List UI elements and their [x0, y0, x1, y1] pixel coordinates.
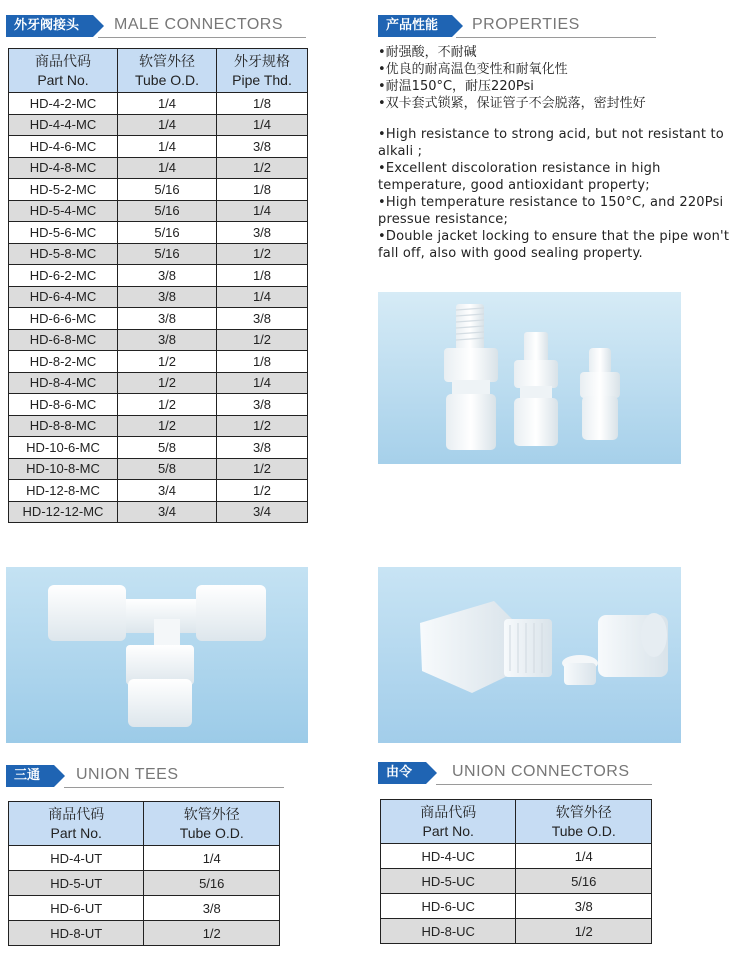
table-cell: HD-8-4-MC [9, 372, 118, 394]
table-row [9, 501, 308, 523]
property-line: •Double jacket locking to ensure that the pipe won't [378, 229, 730, 244]
table-cell: 3/8 [144, 896, 280, 921]
table-cell: 1/2 [217, 243, 308, 265]
table-cell: 1/2 [144, 921, 280, 946]
table-cell: HD-5-4-MC [9, 200, 118, 222]
table-cell: HD-8-6-MC [9, 394, 118, 416]
table-cell: 1/2 [118, 351, 217, 373]
table-cell: HD-6-2-MC [9, 265, 118, 287]
table-cell: 1/2 [118, 394, 217, 416]
table-cell: 5/16 [118, 243, 217, 265]
properties-header [378, 15, 738, 41]
union-tees-title: UNION TEES [76, 766, 179, 783]
table-row [9, 351, 308, 373]
union-connectors-title: UNION CONNECTORS [452, 763, 630, 780]
column-header-tube-od: 软管外径 Tube O.D. [516, 800, 652, 844]
union-connectors-table [380, 799, 652, 944]
table-cell: 1/2 [217, 415, 308, 437]
table-row [9, 93, 308, 115]
table-cell: HD-12-12-MC [9, 501, 118, 523]
table-cell: 1/2 [118, 415, 217, 437]
divider [436, 784, 652, 785]
table-row [9, 458, 308, 480]
properties-en-list [378, 126, 738, 262]
table-row [381, 919, 652, 944]
table-cell: 3/8 [118, 329, 217, 351]
table-cell: HD-8-2-MC [9, 351, 118, 373]
properties-title: PROPERTIES [472, 16, 580, 33]
table-cell: HD-6-4-MC [9, 286, 118, 308]
table-cell: 1/8 [217, 265, 308, 287]
table-cell: 1/8 [217, 351, 308, 373]
column-header-part-no: 商品代码 Part No. [381, 800, 516, 844]
column-header-pipe-thd: 外牙规格 Pipe Thd. [217, 49, 308, 93]
table-row [9, 222, 308, 244]
table-row [9, 921, 280, 946]
table-cell: 3/4 [217, 501, 308, 523]
table-cell: 1/2 [516, 919, 652, 944]
table-cell: 3/8 [516, 894, 652, 919]
table-cell: HD-8-UC [381, 919, 516, 944]
male-connectors-image [378, 292, 681, 464]
column-header-part-no: 商品代码 Part No. [9, 802, 144, 846]
table-row [9, 308, 308, 330]
union-connectors-header [378, 762, 678, 788]
table-cell: HD-5-2-MC [9, 179, 118, 201]
male-connectors-title: MALE CONNECTORS [114, 16, 284, 33]
property-line: •耐温150°C，耐压220Psi [378, 79, 534, 94]
table-cell: 5/8 [118, 458, 217, 480]
union-tees-tag: 三通 [6, 765, 54, 787]
table-cell: HD-5-UT [9, 871, 144, 896]
table-cell: 5/16 [118, 200, 217, 222]
table-row [9, 896, 280, 921]
table-row [9, 200, 308, 222]
table-row [9, 286, 308, 308]
property-line: temperature, good antioxidant property; [378, 178, 650, 193]
property-line: •优良的耐高温色变性和耐氧化性 [378, 62, 568, 77]
table-cell: 5/16 [144, 871, 280, 896]
table-cell: HD-10-6-MC [9, 437, 118, 459]
table-cell: 3/8 [217, 136, 308, 158]
property-line: •双卡套式锁紧，保证管子不会脱落，密封性好 [378, 96, 646, 111]
table-row [381, 894, 652, 919]
male-connectors-photo [378, 292, 681, 464]
table-cell: 1/2 [217, 157, 308, 179]
table-cell: HD-8-UT [9, 921, 144, 946]
table-cell: 1/2 [217, 458, 308, 480]
male-connectors-table [8, 48, 308, 523]
table-cell: HD-4-8-MC [9, 157, 118, 179]
table-cell: HD-4-6-MC [9, 136, 118, 158]
table-cell: HD-4-4-MC [9, 114, 118, 136]
table-cell: 3/8 [118, 308, 217, 330]
property-line: alkali ; [378, 144, 423, 159]
table-cell: HD-6-UC [381, 894, 516, 919]
table-cell: 5/8 [118, 437, 217, 459]
column-header-part-no: 商品代码 Part No. [9, 49, 118, 93]
table-cell: HD-12-8-MC [9, 480, 118, 502]
union-tee-photo [6, 567, 308, 743]
union-connectors-image [378, 567, 681, 743]
property-line: •High resistance to strong acid, but not resistant to [378, 127, 724, 142]
table-cell: 1/8 [217, 179, 308, 201]
properties-cn-list [378, 44, 738, 112]
column-header-tube-od: 软管外径 Tube O.D. [118, 49, 217, 93]
table-row [9, 136, 308, 158]
table-cell: 3/4 [118, 501, 217, 523]
union-tees-header [6, 765, 306, 791]
property-line: pressue resistance; [378, 212, 509, 227]
table-cell: HD-8-8-MC [9, 415, 118, 437]
property-line: •High temperature resistance to 150°C, and 220Psi [378, 195, 724, 210]
table-cell: HD-4-2-MC [9, 93, 118, 115]
male-connectors-tag: 外牙阀接头 [6, 15, 93, 37]
properties-text [378, 44, 738, 262]
table-cell: 1/4 [118, 157, 217, 179]
table-cell: 3/8 [217, 308, 308, 330]
table-row [9, 243, 308, 265]
table-cell: 1/2 [118, 372, 217, 394]
table-cell: HD-5-UC [381, 869, 516, 894]
table-cell: 1/2 [217, 329, 308, 351]
table-cell: HD-10-8-MC [9, 458, 118, 480]
union-tee-image [6, 567, 308, 743]
property-line: •耐强酸，不耐碱 [378, 45, 477, 60]
table-row [381, 844, 652, 869]
divider [456, 37, 656, 38]
table-cell: 5/16 [118, 179, 217, 201]
table-cell: 3/4 [118, 480, 217, 502]
table-cell: 1/4 [217, 286, 308, 308]
table-row [9, 372, 308, 394]
table-row [9, 415, 308, 437]
table-row [9, 394, 308, 416]
property-line: fall off, also with good sealing property. [378, 246, 643, 261]
table-cell: 1/4 [217, 114, 308, 136]
table-cell: 1/4 [144, 846, 280, 871]
table-cell: 3/8 [217, 437, 308, 459]
column-header-tube-od: 软管外径 Tube O.D. [144, 802, 280, 846]
table-row [381, 869, 652, 894]
table-cell: 1/4 [118, 136, 217, 158]
table-cell: HD-4-UT [9, 846, 144, 871]
table-cell: 3/8 [118, 286, 217, 308]
property-line: •Excellent discoloration resistance in high [378, 161, 661, 176]
table-row [9, 480, 308, 502]
union-connectors-photo [378, 567, 681, 743]
table-row [9, 157, 308, 179]
table-cell: 3/8 [217, 222, 308, 244]
table-row [9, 871, 280, 896]
table-row [9, 114, 308, 136]
divider [64, 787, 284, 788]
table-cell: 3/8 [217, 394, 308, 416]
properties-tag: 产品性能 [378, 15, 452, 37]
table-cell: 1/4 [217, 372, 308, 394]
table-cell: 5/16 [516, 869, 652, 894]
table-cell: 1/4 [516, 844, 652, 869]
divider [98, 37, 306, 38]
table-cell: HD-6-UT [9, 896, 144, 921]
table-row [9, 265, 308, 287]
table-cell: 1/8 [217, 93, 308, 115]
table-cell: HD-5-8-MC [9, 243, 118, 265]
table-row [9, 329, 308, 351]
union-tees-table [8, 801, 280, 946]
table-cell: HD-5-6-MC [9, 222, 118, 244]
table-row [9, 179, 308, 201]
table-cell: HD-4-UC [381, 844, 516, 869]
union-connectors-tag: 由令 [378, 762, 426, 784]
table-cell: HD-6-6-MC [9, 308, 118, 330]
male-connectors-header [6, 15, 306, 41]
table-cell: HD-6-8-MC [9, 329, 118, 351]
table-cell: 3/8 [118, 265, 217, 287]
table-row [9, 437, 308, 459]
table-cell: 1/4 [217, 200, 308, 222]
table-cell: 5/16 [118, 222, 217, 244]
table-cell: 1/4 [118, 114, 217, 136]
table-cell: 1/4 [118, 93, 217, 115]
table-cell: 1/2 [217, 480, 308, 502]
table-row [9, 846, 280, 871]
